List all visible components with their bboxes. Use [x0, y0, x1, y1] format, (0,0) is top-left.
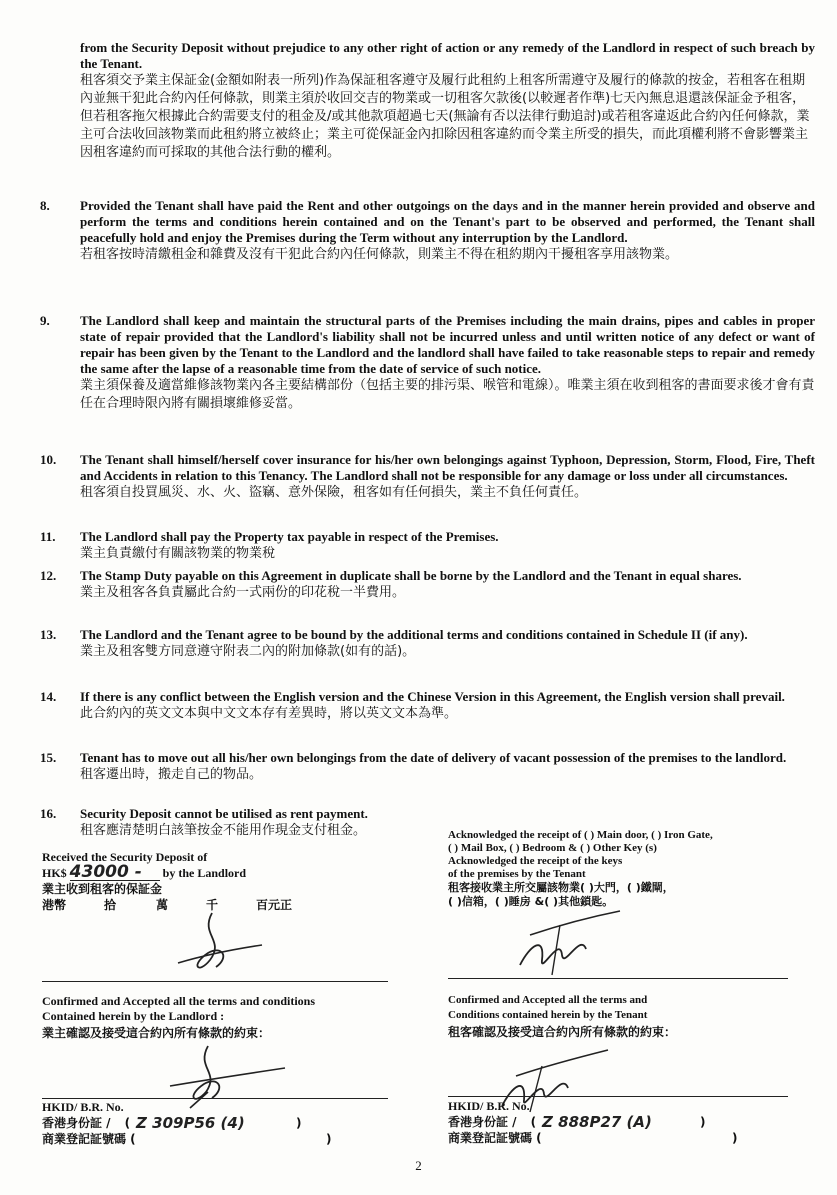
zh-ack-line-1: 租客接收業主所交屬該物業( )大門，( )鐵閘，: [448, 881, 674, 894]
clause-text-en: The Landlord and the Tenant agree to be bound by the additional terms and conditions contained in Schedule II (if any).: [80, 627, 748, 642]
clause-15: [40, 750, 815, 784]
clause-text-zh: 若租客按時清繳租金和雜費及沒有干犯此合約內任何條款，則業主不得在租約期內干擾租客享用該物業。: [80, 247, 679, 262]
ack-line-3: Acknowledged the receipt of the keys: [448, 855, 623, 867]
clause-11: [40, 529, 815, 563]
clause-number: 13.: [40, 627, 57, 642]
zh-received-text: 業主收到租客的保証金: [42, 882, 163, 896]
clause-16: [40, 806, 460, 840]
tenant-id-handwritten: Z 888P27 (A): [542, 1113, 652, 1131]
zh-amount-word: 萬: [156, 898, 169, 912]
landlord-id-block: [42, 1100, 402, 1147]
clause-text-en: from the Security Deposit without prejudice to any other right of action or any remedy of the Landlord in respect of such breach by the Tenant.: [80, 40, 815, 71]
zh-hkid-label: 香港身份証 /: [42, 1116, 111, 1130]
tenant-signature-1: [500, 905, 630, 980]
received-deposit-text: Received the Security Deposit of: [42, 850, 208, 864]
clause-7-continuation: [80, 40, 815, 162]
id-open-paren: (: [530, 1115, 537, 1129]
landlord-signature-line-1: [42, 981, 388, 982]
clause-text-zh: 此合約內的英文文本與中文文本存有差異時，將以英文文本為準。: [80, 706, 458, 721]
clause-number: 9.: [40, 313, 50, 328]
ack-line-2: ( ) Mail Box, ( ) Bedroom & ( ) Other Key (s): [448, 842, 657, 854]
ack-line-4: of the premises by the Tenant: [448, 868, 586, 880]
clause-text-zh: 租客遷出時，搬走自己的物品。: [80, 767, 263, 782]
clause-text-en: The Tenant shall himself/herself cover insurance for his/her own belongings against Typhoon, Depression, Storm, Flood, Fire, Theft and Accidents in relation to this Tenancy. The Landlord shall not be responsible for any damage or loss under all circumstances.: [80, 452, 815, 483]
landlord-deposit-receipt: [42, 850, 402, 913]
zh-ack-line-2: ( )信箱，( )睡房 &( )其他鎖匙。: [448, 895, 614, 908]
landlord-br-line: [42, 1131, 402, 1147]
tenant-zh-confirmed: 租客確認及接受這合約內所有條款的約束：: [448, 1025, 677, 1039]
tenant-contained-text: Conditions contained herein by the Tenant: [448, 1009, 648, 1021]
clause-number: 16.: [40, 806, 57, 821]
tenant-confirmed-text: Confirmed and Accepted all the terms and: [448, 994, 648, 1006]
zh-hkid-label: 香港身份証 /: [448, 1115, 517, 1129]
landlord-contained-text: Contained herein by the Landlord :: [42, 1009, 225, 1023]
landlord-confirmation: [42, 994, 402, 1042]
clause-text-en: Provided the Tenant shall have paid the Rent and other outgoings on the days and in the manner herein provided and observe and perform the terms and conditions herein contained and on the Tenant's part to be observed and performed, the Tenant shall peacefully hold and enjoy the Premises during the Term without any interruption by the Landlord.: [80, 198, 815, 245]
zh-br-label: 商業登記証號碼 (: [42, 1132, 136, 1146]
deposit-amount-handwritten: 43000 -: [70, 865, 160, 881]
clause-number: 10.: [40, 452, 57, 467]
clause-text-zh: 業主須保養及適當維修該物業內各主要結構部份（包括主要的排污渠、喉管和電線）。唯業主須在收到租客的書面要求後才會有責任在合理時限內將有關損壞維修妥當。: [80, 378, 815, 411]
landlord-id-handwritten: Z 309P56 (4): [136, 1114, 245, 1132]
clause-13: [40, 627, 815, 661]
br-close-paren: ): [732, 1131, 738, 1145]
clause-text-en: The Stamp Duty payable on this Agreement in duplicate shall be borne by the Landlord and the Tenant in equal shares.: [80, 568, 742, 583]
clause-8: [40, 198, 815, 264]
zh-br-label: 商業登記証號碼 (: [448, 1131, 542, 1145]
landlord-confirmed-text: Confirmed and Accepted all the terms and conditions: [42, 994, 315, 1008]
tenant-signature-line-2: [448, 1096, 788, 1097]
ack-line-1: Acknowledged the receipt of ( ) Main door, ( ) Iron Gate,: [448, 829, 713, 841]
landlord-hkid-label: HKID/ B.R. No.: [42, 1100, 124, 1114]
br-close-paren: ): [326, 1132, 332, 1146]
clause-text-zh: 業主及租客各負責屬此合約一式兩份的印花稅一半費用。: [80, 585, 406, 600]
clause-text-zh: 租客須自投買風災、水、火、盜竊、意外保險，租客如有任何損失，業主不負任何責任。: [80, 485, 588, 500]
id-close-paren: ): [296, 1116, 302, 1130]
id-close-paren: ): [700, 1115, 706, 1129]
clause-number: 15.: [40, 750, 57, 765]
clause-text-zh: 業主及租客雙方同意遵守附表二內的附加條款(如有的話)。: [80, 644, 416, 659]
clause-9: [40, 313, 815, 413]
tenant-signature-line-1: [448, 978, 788, 979]
clause-number: 8.: [40, 198, 50, 213]
clause-number: 11.: [40, 529, 56, 544]
landlord-signature-1: [150, 905, 270, 985]
clause-number: 12.: [40, 568, 57, 583]
zh-amount-word: 百元正: [256, 898, 293, 912]
tenant-id-line: [448, 1114, 818, 1130]
landlord-zh-confirmed: 業主確認及接受這合約內所有條款的約束：: [42, 1026, 271, 1040]
landlord-signature-line-2: [42, 1098, 388, 1099]
deposit-amount-line: [42, 862, 402, 882]
tenant-br-line: [448, 1130, 818, 1146]
id-open-paren: (: [124, 1116, 131, 1130]
clause-14: [40, 689, 815, 723]
landlord-id-line: [42, 1115, 402, 1131]
zh-amount-word: 港幣: [42, 898, 67, 912]
clause-text-zh: 業主負責繳付有關該物業的物業稅: [80, 546, 276, 561]
clause-text-en: Security Deposit cannot be utilised as rent payment.: [80, 806, 368, 821]
by-landlord-text: by the Landlord: [162, 866, 247, 880]
tenant-confirmation: [448, 993, 818, 1041]
zh-amount-word: 拾: [104, 898, 117, 912]
clause-text-zh: 租客應清楚明白該筆按金不能用作現金支付租金。: [80, 823, 367, 838]
clause-text-en: The Landlord shall pay the Property tax payable in respect of the Premises.: [80, 529, 499, 544]
clause-number: 14.: [40, 689, 57, 704]
tenant-id-block: [448, 1099, 818, 1146]
clause-text-zh: 租客須交予業主保証金(金額如附表一所列)作為保証租客遵守及履行此租約上租客所需遵守及履行的條款的按金，若租客在租期內並無干犯此合約內任何條款，則業主須於收回交吉的物業或一切租客欠款後(以較遲者作準)七天內無息退還該保証金予租客，但若租客拖欠根據此合約需要支付的租金及/或其他款項超過七天(無論有否以法律行動追討)或若租客違返此合約內任何條款，業主可合法收回該物業而此租約將立被終止；業主可從保証金內扣除因租客違約而令業主所受的損失，而此項權利將不會影響業主因租客違約而可採取的其他合法行動的權利。: [80, 73, 810, 160]
clause-text-en: The Landlord shall keep and maintain the structural parts of the Premises including the main drains, pipes and cables in proper state of repair provided that the Landlord's liability shall not be incurred unless and until written notice of any defect or want of repair has been given by the Tenant to the Landlord and the landlord shall have failed to take reasonable steps to repair and remedy the same after the lapse of a reasonable time from the date of service of such notice.: [80, 313, 815, 376]
zh-amount-word: 千: [206, 898, 219, 912]
tenant-key-receipt: [448, 829, 818, 909]
page-number: 2: [415, 1158, 422, 1173]
clause-12: [40, 568, 815, 602]
clause-text-en: If there is any conflict between the English version and the Chinese Version in this Agreement, the English version shall prevail.: [80, 689, 785, 704]
hk-prefix: HK$: [42, 866, 67, 880]
tenant-hkid-label: HKID/ B.R. No.: [448, 1099, 530, 1113]
clause-text-en: Tenant has to move out all his/her own belongings from the date of delivery of vacant possession of the premises to the landlord.: [80, 750, 787, 765]
clause-10: [40, 452, 815, 502]
